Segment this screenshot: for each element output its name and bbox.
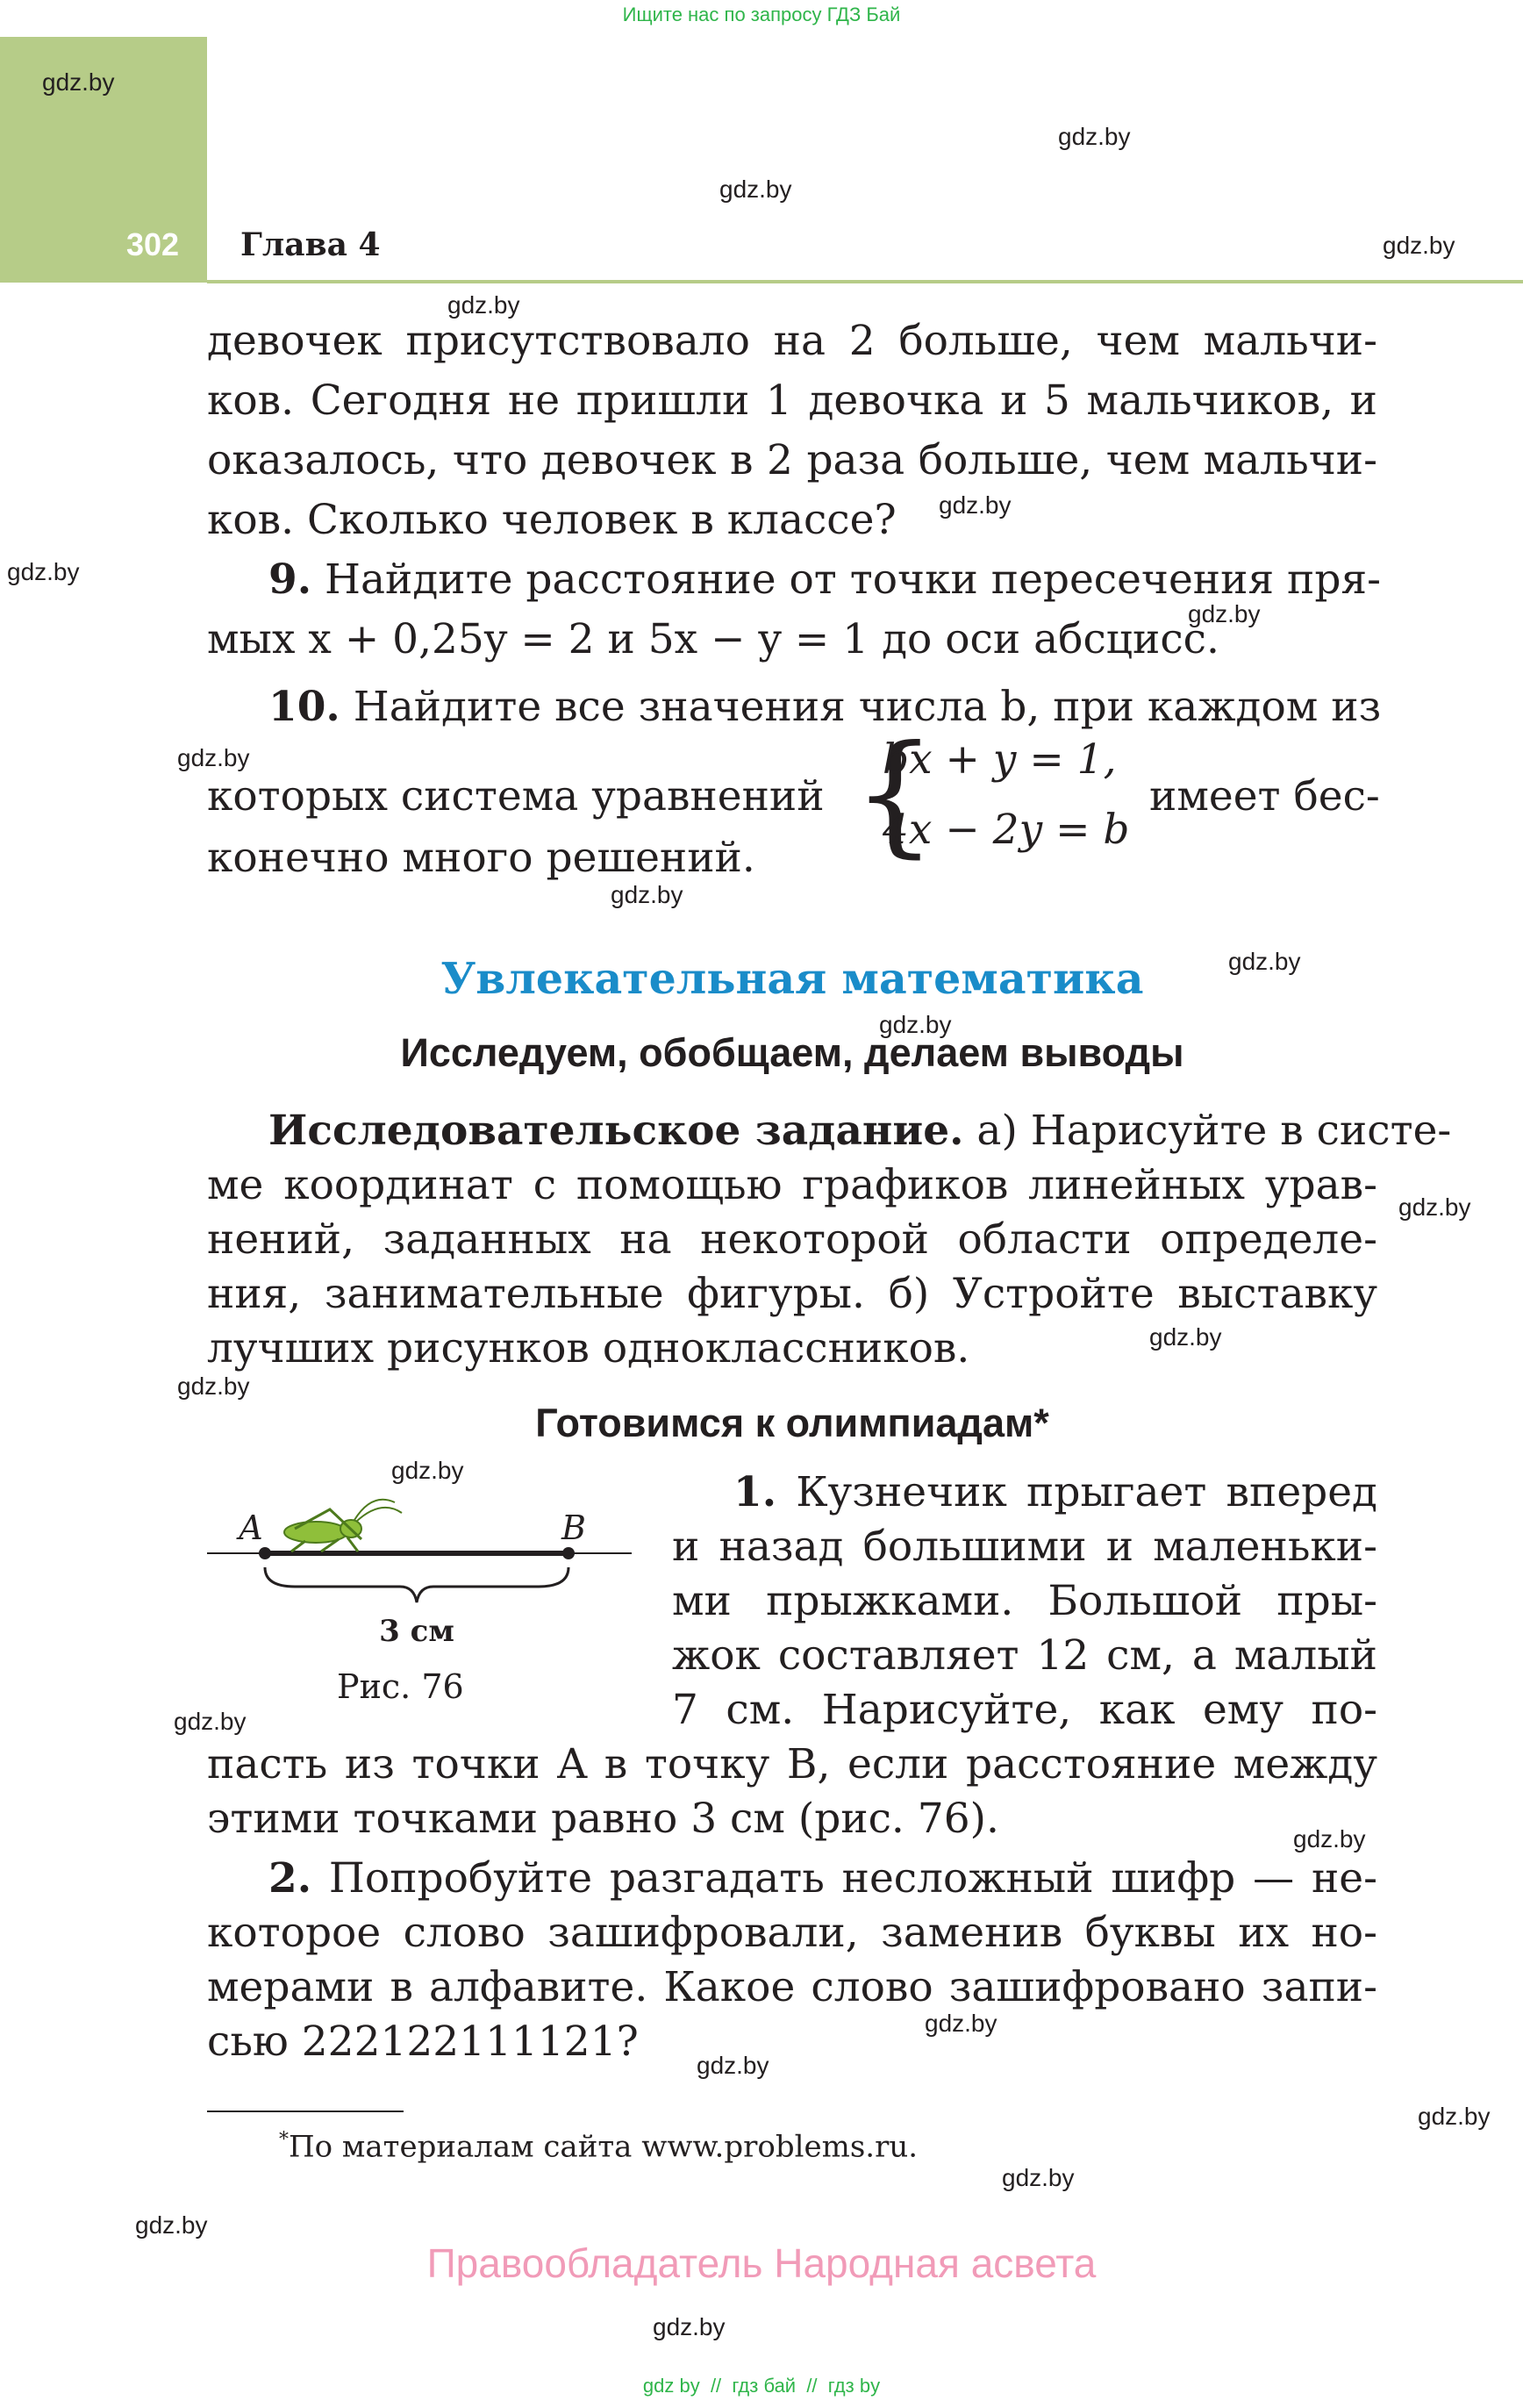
- text-line: ков. Сегодня не пришли 1 девочка и 5 мальчиков, и: [207, 376, 1377, 425]
- problem-number: 9.: [268, 555, 312, 604]
- olympiad-problem-2: [207, 1852, 1377, 2069]
- watermark: gdz.by: [653, 2313, 726, 2340]
- watermark: gdz.by: [1002, 2164, 1075, 2191]
- watermark: gdz.by: [1149, 1323, 1222, 1351]
- research-label: Исследовательское задание.: [268, 1107, 964, 1155]
- figure-76: [207, 1483, 637, 1676]
- text-line: этими точками равно 3 см (рис. 76).: [207, 1795, 999, 1843]
- text-line: ния, занимательные фигуры. б) Устройте выставку: [207, 1270, 1377, 1318]
- footnote-rule: [207, 2111, 404, 2112]
- footnote-text[interactable]: По материалам сайта www.problems.ru.: [289, 2129, 919, 2165]
- top-search-banner[interactable]: Ищите нас по запросу ГДЗ Бай: [622, 4, 901, 25]
- text-line: [207, 677, 1382, 737]
- grasshopper-icon: [284, 1500, 402, 1552]
- problem-9: [207, 550, 1381, 670]
- text-line: ме координат с помощью графиков линейных урав-: [207, 1161, 1377, 1209]
- text-line: лучших рисунков одноклассников.: [207, 1324, 970, 1372]
- text-line: [207, 550, 1381, 610]
- system-equation-2: 4x − 2y = b: [883, 806, 1130, 854]
- watermark: gdz.by: [1058, 123, 1131, 150]
- watermark: gdz.by: [177, 744, 250, 771]
- watermark: gdz.by: [939, 491, 1012, 519]
- watermark: gdz.by: [1293, 1825, 1366, 1853]
- text-line: 7 см. Нарисуйте, как ему по-: [672, 1686, 1377, 1734]
- footnote: [279, 2129, 918, 2164]
- text-line: мерами в алфавите. Какое слово зашифровано запи-: [207, 1963, 1377, 2011]
- olympiad-title: Готовимся к олимпиадам*: [535, 1401, 1049, 1445]
- problem-text: Кузнечик прыгает вперед: [796, 1468, 1377, 1516]
- text-line: [207, 1104, 1452, 1158]
- bottom-links[interactable]: gdz by // гдз бай // гдз by: [642, 2375, 881, 2397]
- watermark: gdz.by: [42, 68, 115, 96]
- watermark: gdz.by: [1418, 2103, 1491, 2130]
- figure-caption: Рис. 76: [337, 1667, 464, 1706]
- distance-label: 3 см: [379, 1614, 454, 1649]
- text-line: ков. Сколько человек в классе?: [207, 496, 897, 544]
- watermark: gdz.by: [1188, 600, 1261, 627]
- text-line: ми прыжками. Большой пры-: [672, 1577, 1377, 1625]
- watermark: gdz.by: [391, 1457, 464, 1484]
- watermark: gdz.by: [1228, 948, 1301, 975]
- point-b-dot: [562, 1547, 575, 1559]
- point-a-dot: [259, 1547, 271, 1559]
- watermark: gdz.by: [177, 1372, 250, 1400]
- point-a-label: A: [239, 1509, 263, 1547]
- research-text: а) Нарисуйте в систе-: [976, 1107, 1452, 1155]
- text-line: мых x + 0,25y = 2 и 5x − y = 1 до оси абсцисс.: [207, 615, 1219, 663]
- text-line: нений, заданных на некоторой области определе-: [207, 1215, 1377, 1264]
- problem-10-right-text: имеет бес-: [1149, 772, 1380, 821]
- problem-10-left-text: которых система уравнений: [207, 772, 825, 821]
- olympiad-problem-1-narrow: [672, 1466, 1377, 1738]
- watermark: gdz.by: [1383, 232, 1455, 259]
- problem-number: 10.: [268, 683, 340, 731]
- section-title: Увлекательная математика: [440, 953, 1144, 1004]
- watermark: gdz.by: [719, 176, 792, 203]
- rights-holder: Правообладатель Народная асвета: [426, 2240, 1097, 2286]
- system-brace: {: [853, 718, 937, 871]
- text-line: девочек присутствовало на 2 больше, чем мальчи-: [207, 317, 1377, 365]
- olympiad-problem-1-wide: [207, 1738, 1377, 1846]
- distance-brace: [265, 1567, 568, 1602]
- text-line: которое слово зашифровали, заменив буквы их но-: [207, 1909, 1377, 1957]
- section-subtitle: Исследуем, обобщаем, делаем выводы: [400, 1030, 1184, 1075]
- footnote-mark: *: [279, 2129, 289, 2151]
- problem-text: Найдите все значения числа b, при каждом из: [353, 683, 1382, 731]
- text-line: [672, 1466, 1377, 1520]
- problem-text: Попробуйте разгадать несложный шифр — не-: [328, 1854, 1377, 1903]
- header-rule: [207, 280, 1523, 283]
- watermark: gdz.by: [447, 291, 520, 319]
- page-number: 302: [126, 226, 180, 262]
- problem-10: [207, 677, 1382, 737]
- point-b-label: B: [561, 1509, 586, 1547]
- text-line: сью 222122111121?: [207, 2017, 639, 2066]
- text-line: [207, 1852, 1377, 1906]
- watermark: gdz.by: [7, 558, 80, 585]
- problem-10-last-line: конечно много решений.: [207, 834, 755, 882]
- chapter-title: Глава 4: [240, 226, 381, 263]
- problem-text: Найдите расстояние от точки пересечения пря-: [325, 555, 1381, 604]
- watermark: gdz.by: [1398, 1193, 1471, 1221]
- problem-number: 1.: [733, 1468, 777, 1516]
- watermark: gdz.by: [879, 1011, 952, 1038]
- watermark: gdz.by: [925, 2010, 997, 2037]
- text-line: и назад большими и маленьки-: [672, 1523, 1377, 1571]
- watermark: gdz.by: [135, 2211, 208, 2239]
- text-line: оказалось, что девочек в 2 раза больше, чем мальчи-: [207, 436, 1377, 484]
- system-equation-1: bx + y = 1,: [883, 735, 1117, 784]
- watermark: gdz.by: [174, 1708, 247, 1735]
- watermark: gdz.by: [611, 881, 683, 908]
- problem-number: 2.: [268, 1854, 312, 1903]
- text-line: жок составляет 12 см, а малый: [672, 1631, 1377, 1680]
- problem-8-text: [207, 312, 1377, 550]
- text-line: пасть из точки A в точку B, если расстояние между: [207, 1740, 1377, 1788]
- watermark: gdz.by: [697, 2052, 769, 2079]
